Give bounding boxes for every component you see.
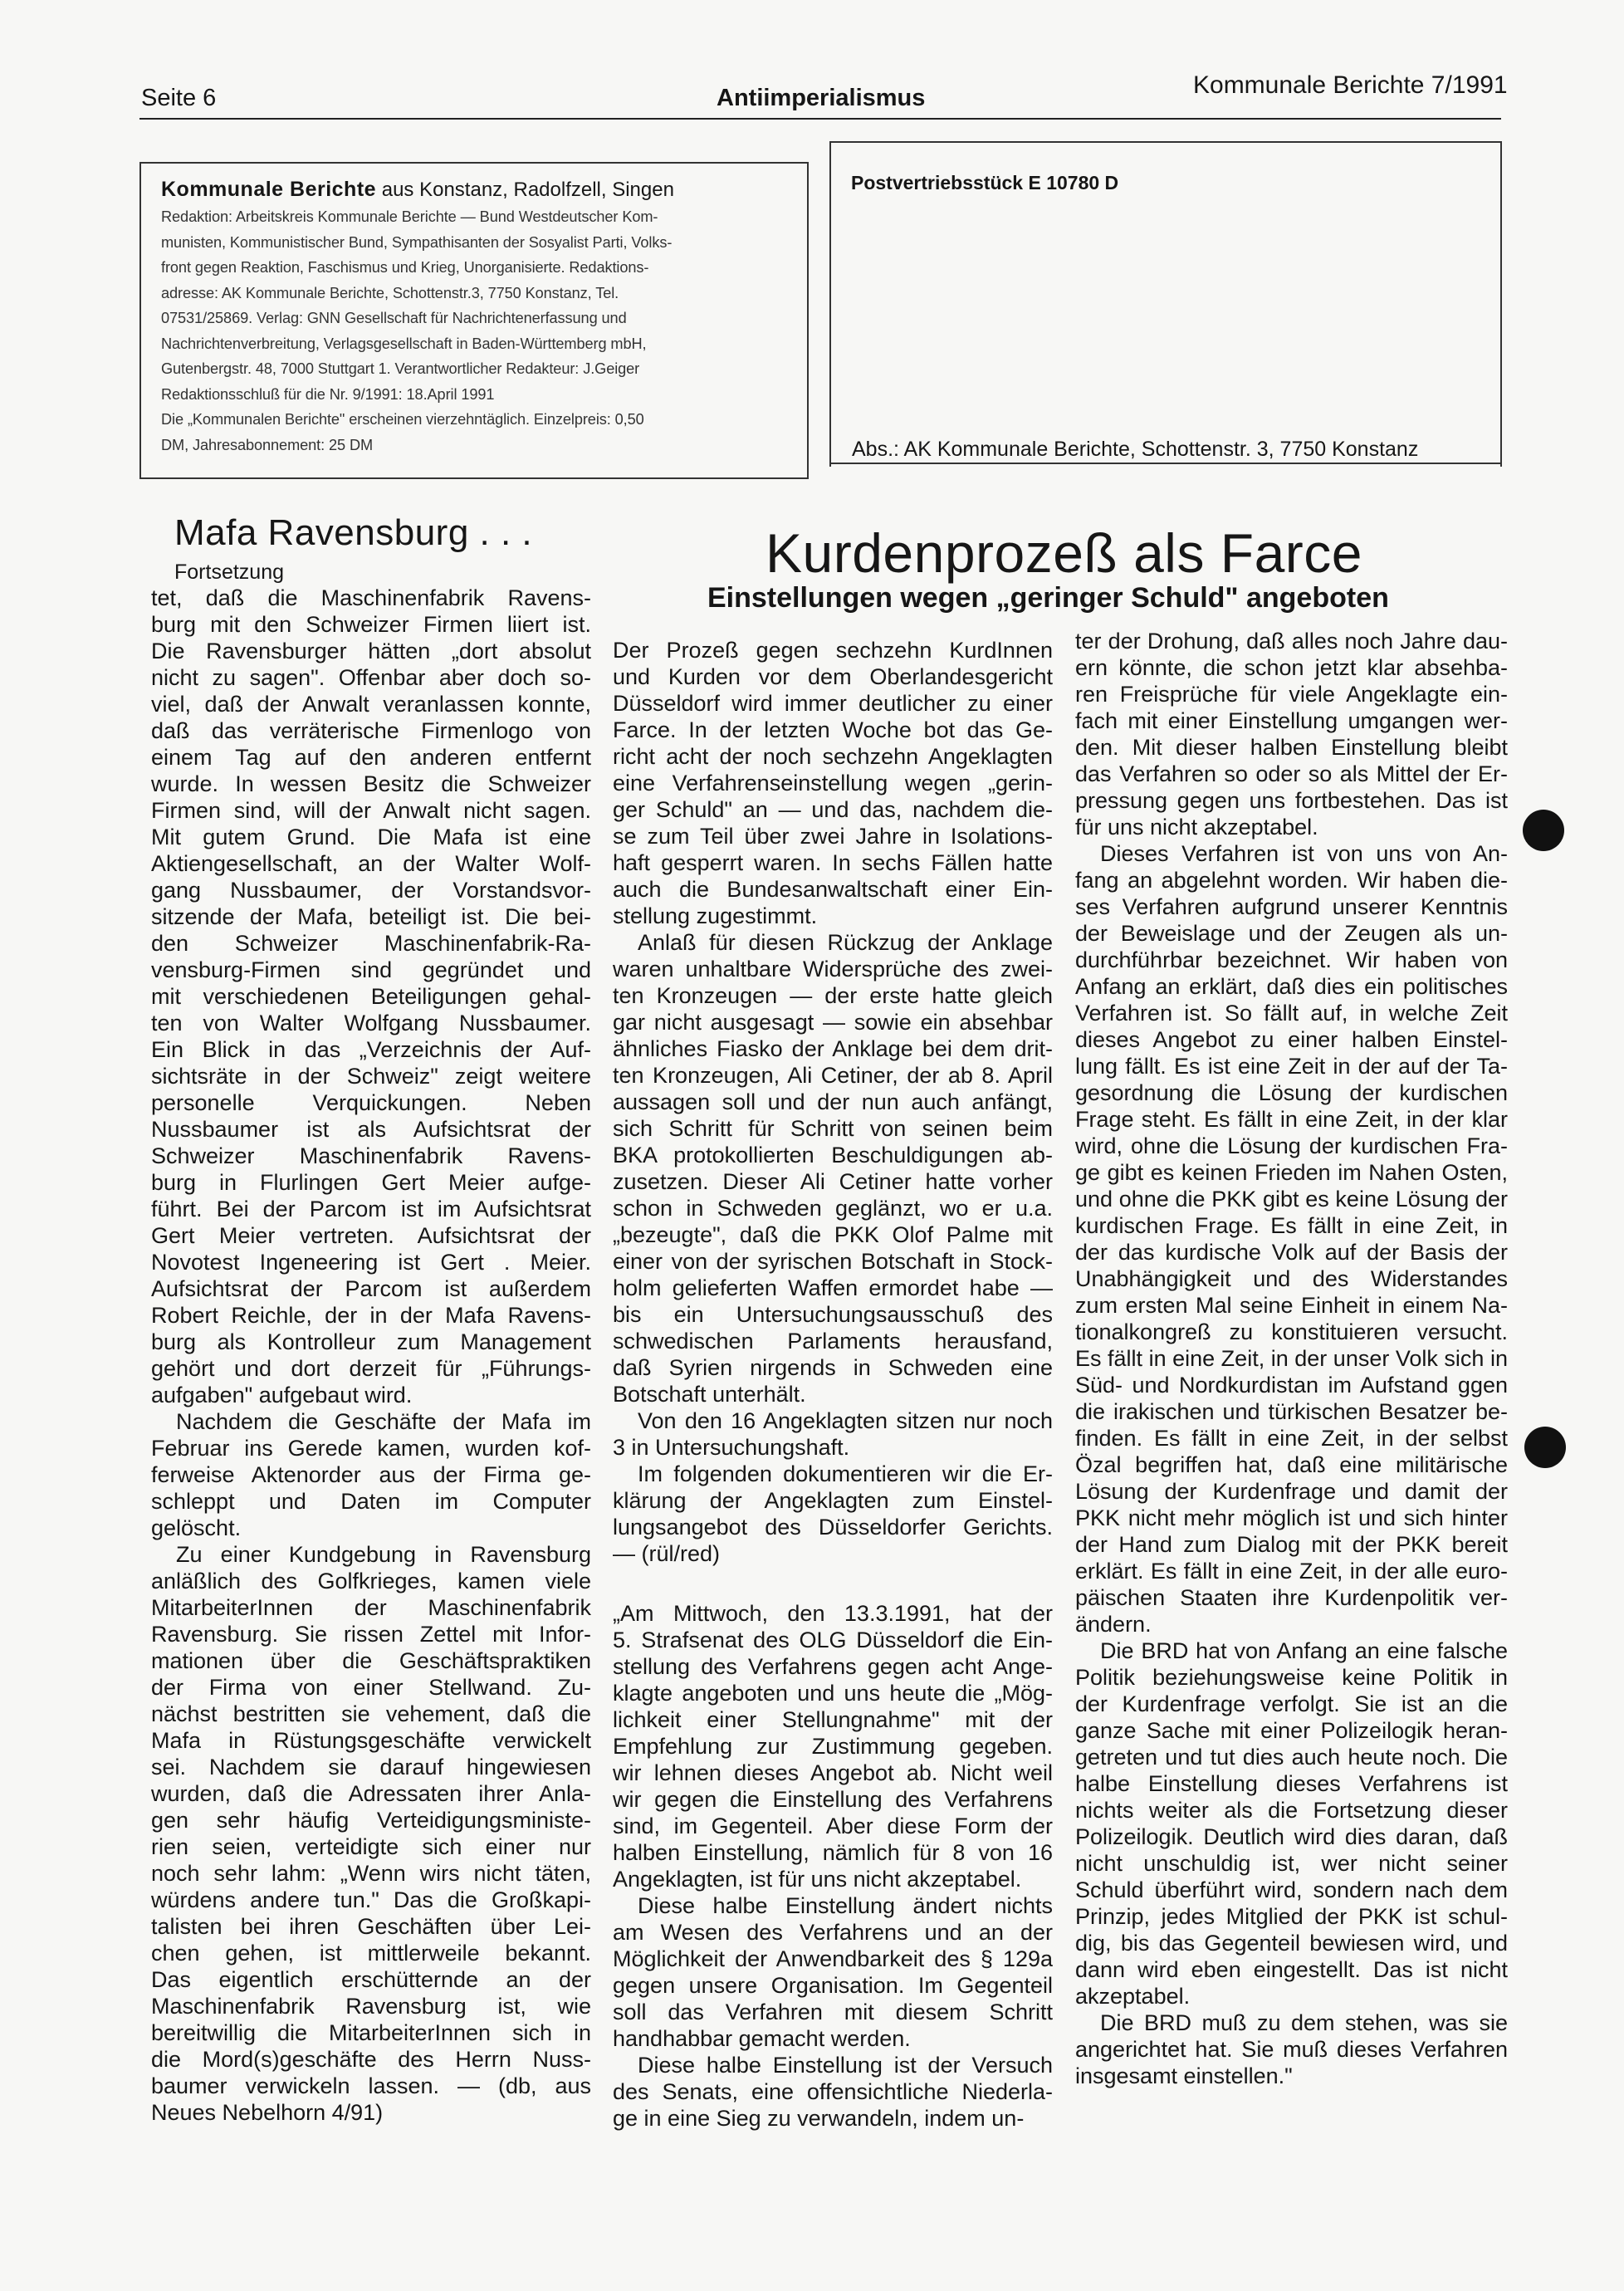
text-line: aussagen soll und der nun auch anfängt,: [613, 1089, 1053, 1114]
text-line: Angeklagten, ist für uns nicht akzeptabel.: [613, 1867, 1022, 1892]
text-line: und ohne die PKK gibt es keine Lösung der: [1075, 1187, 1508, 1212]
publication-issue: Kommunale Berichte 7/1991: [1193, 71, 1508, 99]
text-line: wir gegen die Einstellung des Verfahrens: [613, 1787, 1053, 1812]
text-line: chen gehen, ist mittlerweile bekannt.: [151, 1941, 591, 1965]
text-line: angerichtet hat. Sie muß dieses Verfahren: [1075, 2037, 1508, 2062]
text-line: fach mit einer Einstellung umgangen wer-: [1075, 708, 1508, 733]
text-line: der Beweislage und der Zeugen als un-: [1075, 921, 1508, 946]
kurden-article-column-2: [1075, 628, 1508, 2089]
text-line: schleppt und Daten im Computer: [151, 1489, 591, 1514]
text-line: wurde. In wessen Besitz die Schweizer: [151, 771, 591, 796]
text-line: schwedischen Parlaments herausfand,: [613, 1329, 1053, 1354]
text-line: burg mit den Schweizer Firmen liiert ist.: [151, 612, 591, 637]
text-line: Ravensburg. Sie rissen Zettel mit Infor-: [151, 1622, 591, 1647]
text-line: der Firma von einer Stellwand. Zu-: [151, 1675, 591, 1700]
postal-sender-address: Abs.: AK Kommunale Berichte, Schottenstr. 3, 7750 Konstanz: [852, 438, 1419, 461]
text-line: — (rül/red): [613, 1541, 721, 1566]
text-line: mationen über die Geschäftspraktiken: [151, 1648, 591, 1673]
text-line: personelle Verquickungen. Neben: [151, 1090, 591, 1115]
text-line: talisten bei ihren Geschäften über Lei-: [151, 1914, 591, 1939]
imprint-line: munisten, Kommunistischer Bund, Sympathisanten der Sosyalist Parti, Volks-: [161, 233, 673, 251]
section-title: Antiimperialismus: [717, 85, 926, 111]
text-line: bereitwillig die MitarbeiterInnen sich in: [151, 2020, 591, 2045]
text-line: waren unhaltbare Widersprüche des zwei-: [613, 957, 1053, 982]
imprint-line: DM, Jahresabonnement: 25 DM: [161, 436, 374, 453]
text-line: klärung der Angeklagten zum Einstel-: [613, 1488, 1053, 1513]
imprint-line: front gegen Reaktion, Faschismus und Krieg, Unorganisierte. Redaktions-: [161, 259, 649, 276]
text-line: dig, bis das Gegenteil bewiesen wird, und: [1075, 1931, 1508, 1956]
text-line: ern könnte, die schon jetzt klar absehba-: [1075, 655, 1508, 680]
text-line: stellung zugestimmt.: [613, 903, 818, 928]
text-line: Ein Blick in das „Verzeichnis der Auf-: [151, 1037, 591, 1062]
text-line: ter der Drohung, daß alles noch Jahre dau-: [1075, 629, 1508, 654]
text-line: Empfehlung zur Zustimmung gegeben.: [613, 1734, 1053, 1759]
text-line: ge in eine Sieg zu verwandeln, indem un-: [613, 2106, 1025, 2131]
text-line: den. Mit dieser halben Einstellung bleibt: [1075, 735, 1508, 760]
text-line: aufgaben" aufgebaut wird.: [151, 1383, 413, 1407]
text-line: würdens andere tun." Das die Großkapi-: [151, 1887, 591, 1912]
text-line: der Kurdenfrage verfolgt. Sie ist an die: [1075, 1691, 1508, 1716]
text-line: wir lehnen dieses Angebot ab. Nicht weil: [613, 1760, 1053, 1785]
text-line: Süd- und Nordkurdistan im Aufstand ggen: [1075, 1373, 1508, 1398]
text-line: Polizeilogik. Deutlich wird dies daran, daß: [1075, 1824, 1508, 1849]
text-line: daß das verräterische Firmenlogo von: [151, 718, 591, 743]
imprint-line: Gutenbergstr. 48, 7000 Stuttgart 1. Verantwortlicher Redakteur: J.Geiger: [161, 360, 640, 377]
text-line: das Verfahren so oder so als Mittel der Er-: [1075, 761, 1508, 786]
text-line: Februar ins Gerede kamen, wurden kof-: [151, 1436, 591, 1461]
text-line: nicht zu sagen". Offenbar aber doch so-: [151, 665, 591, 690]
text-line: lungsangebot des Düsseldorfer Gerichts.: [613, 1515, 1053, 1540]
imprint-title: [161, 175, 792, 204]
text-line: tionalkongreß zu konstituieren versucht.: [1075, 1319, 1508, 1344]
text-line: Anlaß für diesen Rückzug der Anklage: [638, 930, 1053, 955]
text-line: gelöscht.: [151, 1515, 242, 1540]
text-line: Robert Reichle, der in der Mafa Ravens-: [151, 1303, 591, 1328]
text-line: ses Verfahren aufgrund unserer Kenntnis: [1075, 894, 1508, 919]
kurden-article-subtitle: Einstellungen wegen „geringer Schuld" angeboten: [707, 582, 1389, 614]
text-line: gar nicht ausgesagt — sowie ein absehbar: [613, 1010, 1053, 1035]
text-line: sei. Nachdem sie darauf hingewiesen: [151, 1755, 591, 1779]
postal-title: Postvertriebsstück E 10780 D: [851, 172, 1119, 193]
text-line: eine Verfahrenseinstellung wegen „gerin-: [613, 771, 1053, 795]
text-line: durchführbar bezeichnet. Wir haben von: [1075, 947, 1508, 972]
imprint-line: Redaktion: Arbeitskreis Kommunale Berichte — Bund Westdeutscher Kom-: [161, 208, 658, 225]
text-line: Nussbaumer ist als Aufsichtsrat der: [151, 1117, 591, 1142]
mafa-article-heading: Mafa Ravensburg . . .: [174, 512, 533, 553]
imprint-title-rest: aus Konstanz, Radolfzell, Singen: [376, 179, 674, 201]
text-line: finden. Es fällt in eine Zeit, in der selbst: [1075, 1426, 1508, 1451]
text-line: getreten und tut dies auch heute noch. Die: [1075, 1745, 1508, 1770]
text-line: Schweizer Maschinenfabrik Ravens-: [151, 1143, 591, 1168]
text-line: tet, daß die Maschinenfabrik Ravens-: [151, 585, 591, 610]
text-line: Möglichkeit der Anwendbarkeit des § 129a: [613, 1946, 1053, 1971]
text-line: akzeptabel.: [1075, 1984, 1191, 2009]
text-line: Das eigentlich erschütternde an der: [151, 1967, 591, 1992]
text-line: Özal begriffen hat, daß eine militärische: [1075, 1452, 1508, 1477]
text-line: die Mord(s)geschäfte des Herrn Nuss-: [151, 2047, 591, 2072]
kurden-article-column-1: [613, 637, 1053, 2132]
text-line: Maschinenfabrik Ravensburg ist, wie: [151, 1994, 591, 2019]
text-line: gesordnung die Lösung der kurdischen: [1075, 1080, 1508, 1105]
text-line: bis ein Untersuchungsausschuß des: [613, 1302, 1053, 1327]
text-line: sich Schritt für Schritt von seinen beim: [613, 1116, 1053, 1141]
postal-box-rule: [829, 463, 1500, 464]
text-line: gen sehr häufig Verteidigungsministe-: [151, 1808, 591, 1833]
text-line: Im folgenden dokumentieren wir die Er-: [638, 1461, 1053, 1486]
text-line: Aufsichtsrat der Parcom ist außerdem: [151, 1276, 591, 1301]
text-line: richt acht der noch sechzehn Angeklagten: [613, 744, 1053, 769]
text-line: mit verschiedenen Beteiligungen gehal-: [151, 984, 591, 1009]
text-line: des Senats, eine offensichtliche Niederla-: [613, 2079, 1053, 2104]
kurden-article-title: Kurdenprozeß als Farce: [766, 522, 1362, 584]
text-line: Prinzip, jedes Mitglied der PKK ist schul-: [1075, 1904, 1508, 1929]
text-line: BKA protokollierten Beschuldigungen ab-: [613, 1143, 1053, 1168]
text-line: Diese halbe Einstellung ist der Versuch: [638, 2053, 1053, 2078]
text-line: ten Kronzeugen — der erste hatte gleich: [613, 983, 1053, 1008]
text-line: ten von Walter Wolfgang Nussbaumer.: [151, 1011, 591, 1035]
text-line: Botschaft unterhält.: [613, 1382, 806, 1407]
text-line: pressung gegen uns fortbestehen. Das ist: [1075, 788, 1508, 813]
text-line: ähnliches Fiasko der Anklage bei dem drit-: [613, 1036, 1053, 1061]
text-line: einer von der syrischen Botschaft in Stock-: [613, 1249, 1053, 1274]
text-line: lung fällt. Es ist eine Zeit in der auf der Ta-: [1075, 1054, 1508, 1079]
text-line: sitzende der Mafa, beteiligt ist. Die bei-: [151, 904, 591, 929]
text-line: holm gelieferten Waffen ermordet habe —: [613, 1275, 1053, 1300]
postal-box: [829, 141, 1502, 467]
text-line: der Hand zum Dialog mit der PKK bereit: [1075, 1532, 1508, 1557]
text-line: Gert Meier vertreten. Aufsichtsrat der: [151, 1223, 591, 1248]
text-line: Die Ravensburger hätten „dort absolut: [151, 639, 591, 663]
text-line: viel, daß der Anwalt veranlassen konnte,: [151, 692, 591, 717]
text-line: ändern.: [1075, 1612, 1152, 1637]
text-line: die irakischen und türkischen Besatzer be-: [1075, 1399, 1508, 1424]
text-line: fang an abgelehnt worden. Wir haben die-: [1075, 868, 1508, 893]
text-line: auch die Bundesanwaltschaft einer Ein-: [613, 877, 1053, 902]
text-line: Novotest Ingeneering ist Gert . Meier.: [151, 1250, 591, 1275]
punch-hole: [1524, 1427, 1566, 1468]
imprint-text: [161, 204, 792, 458]
text-line: insgesamt einstellen.": [1075, 2063, 1293, 2088]
text-line: nichts weiter als die Fortsetzung dieser: [1075, 1798, 1508, 1823]
text-line: wurden, daß die Adressaten ihrer Anla-: [151, 1781, 591, 1806]
text-line: Zu einer Kundgebung in Ravensburg: [176, 1542, 591, 1567]
text-line: Diese halbe Einstellung ändert nichts: [638, 1893, 1053, 1918]
text-line: MitarbeiterInnen der Maschinenfabrik: [151, 1595, 591, 1620]
text-line: Der Prozeß gegen sechzehn KurdInnen: [613, 638, 1053, 663]
imprint-line: Redaktionsschluß für die Nr. 9/1991: 18.April 1991: [161, 385, 495, 403]
text-line: handhabbar gemacht werden.: [613, 2026, 911, 2051]
text-line: und Kurden vor dem Oberlandesgericht: [613, 664, 1053, 689]
text-line: Neues Nebelhorn 4/91): [151, 2100, 384, 2125]
text-line: 5. Strafsenat des OLG Düsseldorf die Ein-: [613, 1628, 1053, 1652]
imprint-line: adresse: AK Kommunale Berichte, Schottenstr.3, 7750 Konstanz, Tel.: [161, 284, 619, 301]
text-line: Nachdem die Geschäfte der Mafa im: [176, 1409, 591, 1434]
imprint-line: Nachrichtenverbreitung, Verlagsgesellschaft in Baden-Württemberg mbH,: [161, 335, 647, 352]
page-number: Seite 6: [141, 85, 217, 111]
text-line: der das kurdische Volk auf der Basis der: [1075, 1240, 1508, 1265]
text-line: ren Freisprüche für viele Angeklagte ein-: [1075, 682, 1508, 707]
text-line: PKK nicht mehr möglich ist und sich hinter: [1075, 1505, 1508, 1530]
text-line: sind, im Gegenteil. Aber diese Form der: [613, 1814, 1053, 1838]
text-line: se zum Teil über zwei Jahre in Isolations-: [613, 824, 1053, 849]
text-line: erklärt. Es fällt in eine Zeit, in der alle euro-: [1075, 1559, 1508, 1584]
text-line: dann wird eben eingestellt. Das ist nicht: [1075, 1957, 1508, 1982]
text-line: Es fällt in eine Zeit, in der unser Volk sich in: [1075, 1346, 1508, 1371]
text-line: Dieses Verfahren ist von uns von An-: [1100, 841, 1508, 866]
text-line: noch sehr lahm: „Wenn wirs nicht täten,: [151, 1861, 591, 1886]
imprint-title-bold: Kommunale Berichte: [161, 178, 377, 201]
text-line: dieses Angebot zu einer halben Einstel-: [1075, 1027, 1508, 1052]
text-line: nächst bestritten sie vehement, daß die: [151, 1701, 591, 1726]
header-rule: [139, 118, 1501, 120]
text-line: ger Schuld" an — und das, nachdem die-: [613, 797, 1053, 822]
text-line: Verfahren ist. So fällt auf, in welche Zeit: [1075, 1001, 1508, 1026]
text-line: halbe Einstellung dieses Verfahrens ist: [1075, 1771, 1508, 1796]
text-line: päischen Staaten ihre Kurdenpolitik ver-: [1075, 1585, 1508, 1610]
text-line: am Wesen des Verfahrens und an der: [613, 1920, 1053, 1945]
text-line: soll das Verfahren mit diesem Schritt: [613, 2000, 1053, 2024]
text-line: einem Tag auf den anderen entfernt: [151, 745, 591, 770]
mafa-article-continuation-label: Fortsetzung: [174, 561, 285, 584]
text-line: Die BRD hat von Anfang an eine falsche: [1100, 1638, 1508, 1663]
text-line: lichkeit einer Stellungnahme" mit der: [613, 1707, 1053, 1732]
text-line: Unabhängigkeit und des Widerstandes: [1075, 1266, 1508, 1291]
text-line: Frage steht. Es fällt in eine Zeit, in der klar: [1075, 1107, 1508, 1132]
text-line: ferweise Aktenorder aus der Firma ge-: [151, 1462, 591, 1487]
text-line: Politik beziehungsweise keine Politik in: [1075, 1665, 1508, 1690]
punch-hole: [1523, 810, 1564, 851]
text-line: burg in Flurlingen Gert Meier aufge-: [151, 1170, 591, 1195]
text-line: baumer verwickeln lassen. — (db, aus: [151, 2073, 591, 2098]
text-line: für uns nicht akzeptabel.: [1075, 815, 1318, 840]
text-line: ganze Sache mit einer Polizeilogik heran-: [1075, 1718, 1508, 1743]
text-line: Lösung der Kurdenfrage und damit der: [1075, 1479, 1508, 1504]
text-line: Die BRD muß zu dem stehen, was sie: [1100, 2010, 1508, 2035]
imprint-line: 07531/25869. Verlag: GNN Gesellschaft für Nachrichtenerfassung und: [161, 310, 627, 326]
text-line: Mit gutem Grund. Die Mafa ist eine: [151, 825, 591, 849]
text-line: Schuld überführt wird, sondern nach dem: [1075, 1877, 1508, 1902]
text-line: halben Einstellung, nämlich für 8 von 16: [613, 1840, 1053, 1865]
text-line: „Am Mittwoch, den 13.3.1991, hat der: [613, 1601, 1053, 1626]
text-line: ge gibt es keinen Frieden im Nahen Osten,: [1075, 1160, 1508, 1185]
text-line: Von den 16 Angeklagten sitzen nur noch: [638, 1408, 1053, 1433]
text-line: Anfang an erklärt, daß dies ein politisches: [1075, 974, 1508, 999]
text-line: rien seien, verteidigte sich einer nur: [151, 1834, 591, 1859]
text-line: zum ersten Mal seine Einheit in einem Na-: [1075, 1293, 1508, 1318]
text-line: sichtsräte in der Schweiz" zeigt weitere: [151, 1064, 591, 1089]
text-line: vensburg-Firmen sind gegründet und: [151, 957, 591, 982]
mafa-article-body: [151, 585, 591, 2126]
imprint-box: [139, 162, 809, 479]
text-line: zusetzen. Dieser Ali Cetiner hatte vorher: [613, 1169, 1053, 1194]
text-line: anläßlich des Golfkrieges, kamen viele: [151, 1569, 591, 1593]
text-line: klagte angeboten und uns heute die „Mög-: [613, 1681, 1053, 1706]
text-line: daß Syrien nirgends in Schweden eine: [613, 1355, 1053, 1380]
imprint-line: Die „Kommunalen Berichte" erscheinen vierzehntäglich. Einzelpreis: 0,50: [161, 411, 644, 428]
text-line: 3 in Untersuchungshaft.: [613, 1435, 850, 1460]
text-line: „bezeugte", daß die PKK Olof Palme mit: [613, 1222, 1053, 1247]
text-line: Düsseldorf wird immer deutlicher zu einer: [613, 691, 1053, 716]
text-line: Firmen sind, will der Anwalt nicht sagen.: [151, 798, 591, 823]
text-line: schon in Schweden geglänzt, wo er u.a.: [613, 1196, 1053, 1221]
text-line: gegen unsere Organisation. Im Gegenteil: [613, 1973, 1053, 1998]
text-line: stellung des Verfahrens gegen acht Ange-: [613, 1654, 1053, 1679]
text-line: ten Kronzeugen, Ali Cetiner, der ab 8. April: [613, 1063, 1053, 1088]
text-line: Farce. In der letzten Woche bot das Ge-: [613, 717, 1053, 742]
text-line: burg als Kontrolleur zum Management: [151, 1329, 591, 1354]
text-line: nicht unschuldig ist, wer nicht seiner: [1075, 1851, 1508, 1876]
text-line: gang Nussbaumer, der Vorstandsvor-: [151, 878, 591, 903]
text-line: kurdischen Frage. Es fällt in eine Zeit, in: [1075, 1213, 1508, 1238]
text-line: führt. Bei der Parcom ist im Aufsichtsrat: [151, 1197, 591, 1221]
text-line: wird, ohne die Lösung der kurdischen Fra-: [1075, 1133, 1508, 1158]
text-line: Mafa in Rüstungsgeschäfte verwickelt: [151, 1728, 591, 1753]
text-line: den Schweizer Maschinenfabrik-Ra-: [151, 931, 591, 956]
text-line: gehört und dort derzeit für „Führungs-: [151, 1356, 591, 1381]
text-line: Aktiengesellschaft, an der Walter Wolf-: [151, 851, 591, 876]
text-line: haft gesperrt waren. In sechs Fällen hatte: [613, 850, 1053, 875]
